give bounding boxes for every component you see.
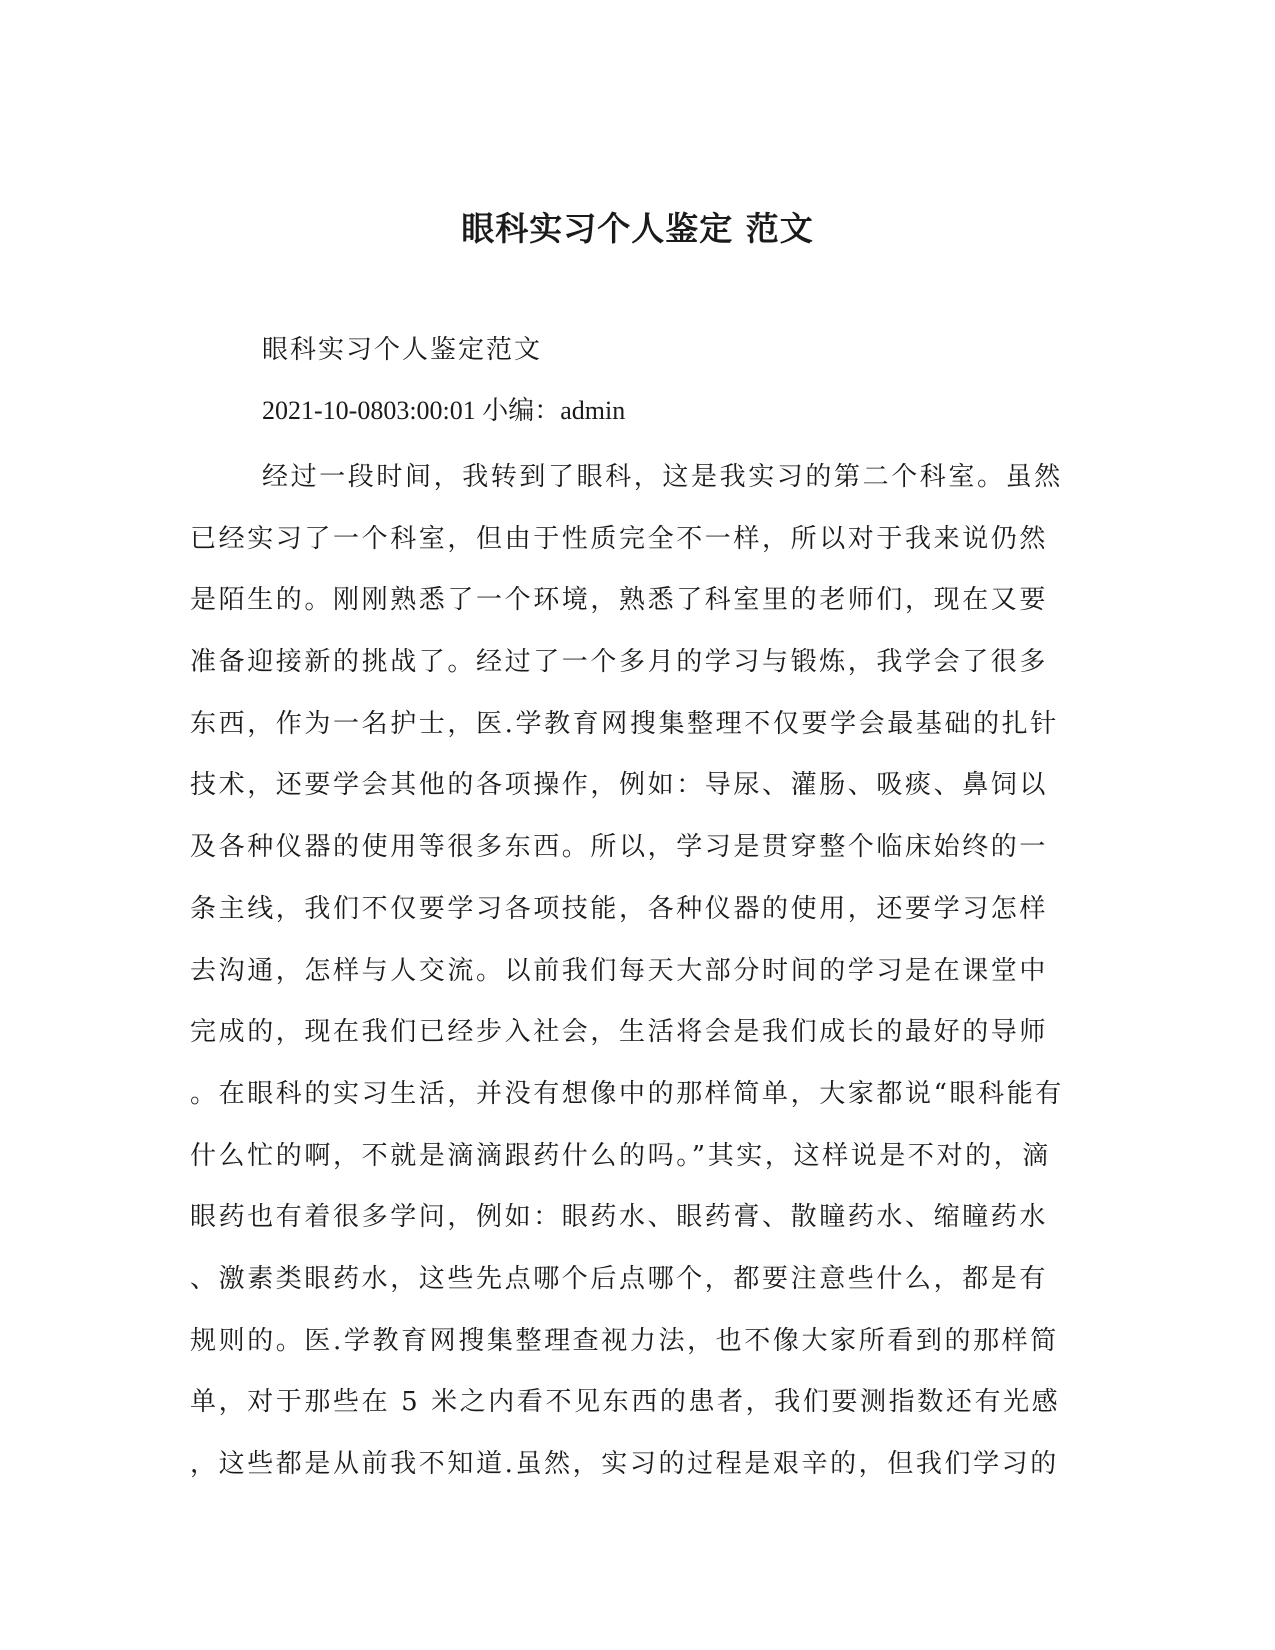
body-line: 条主线，我们不仅要学习各项技能，各种仪器的使用，还要学习怎样 — [190, 893, 1049, 924]
body-line: 眼药也有着很多学问，例如：眼药水、眼药膏、散瞳药水、缩瞳药水 — [190, 1202, 1049, 1233]
body-text — [190, 447, 1070, 1496]
body-line: 及各种仪器的使用等很多东西。所以，学习是贯穿整个临床始终的一 — [190, 832, 1049, 863]
document-title: 眼科实习个人鉴定 范文 — [461, 209, 814, 248]
post-meta: 2021-10-0803:00:01 小编：admin — [262, 396, 626, 425]
body-line: 规则的。医.学教育网搜集整理查视力法，也不像大家所看到的那样简 — [190, 1325, 1059, 1356]
body-line: 单，对于那些在 5 米之内看不见东西的患者，我们要测指数还有光感 — [190, 1387, 1061, 1418]
body-line: 、激素类眼药水，这些先点哪个后点哪个，都要注意些什么，都是有 — [190, 1263, 1049, 1294]
body-line: 技术，还要学会其他的各项操作，例如：导尿、灌肠、吸痰、鼻饲以 — [190, 770, 1049, 801]
body-line: 已经实习了一个科室，但由于性质完全不一样，所以对于我来说仍然 — [190, 523, 1049, 554]
body-line: 准备迎接新的挑战了。经过了一个多月的学习与锻炼，我学会了很多 — [190, 647, 1049, 678]
body-line: 完成的，现在我们已经步入社会，生活将会是我们成长的最好的导师 — [190, 1017, 1049, 1048]
body-line: 。在眼科的实习生活，并没有想像中的那样简单，大家都说“眼科能有 — [190, 1078, 1064, 1109]
body-line: 经过一段时间，我转到了眼科，这是我实习的第二个科室。虽然 — [262, 462, 1063, 492]
body-line: 是陌生的。刚刚熟悉了一个环境，熟悉了科室里的老师们，现在又要 — [190, 585, 1049, 616]
body-line: 什么忙的啊，不就是滴滴跟药什么的吗。”其实，这样说是不对的，滴 — [190, 1140, 1051, 1171]
body-line: ，这些都是从前我不知道.虽然，实习的过程是艰辛的，但我们学习的 — [190, 1449, 1059, 1479]
body-line: 去沟通，怎样与人交流。以前我们每天大部分时间的学习是在课堂中 — [190, 955, 1049, 986]
body-line: 东西，作为一名护士，医.学教育网搜集整理不仅要学会最基础的扎针 — [190, 708, 1059, 739]
document-subtitle: 眼科实习个人鉴定范文 — [262, 335, 543, 365]
